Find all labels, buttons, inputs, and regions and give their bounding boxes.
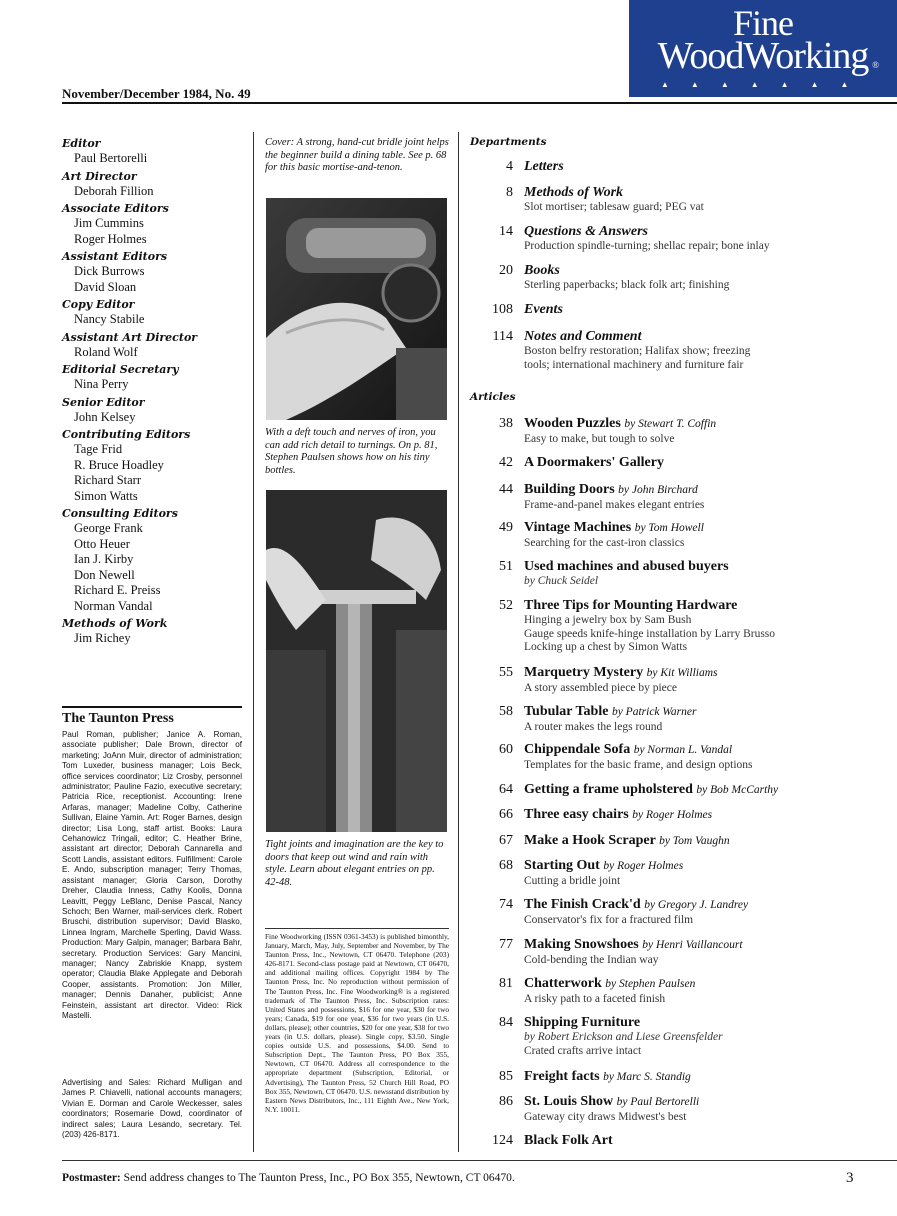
entry-page-number: 64 — [499, 782, 513, 797]
article-entry — [470, 519, 890, 551]
article-entry — [470, 481, 890, 513]
staff-role: Consulting Editors — [62, 507, 178, 520]
article-entry — [470, 806, 890, 824]
postmaster-label: Postmaster: — [62, 1172, 121, 1184]
article-entry — [470, 415, 890, 447]
department-entry — [470, 328, 890, 372]
entry-title: Events — [524, 302, 563, 317]
staff-name: Jim Richey — [74, 631, 131, 645]
entry-author: by Paul Bertorelli — [616, 1096, 700, 1108]
door-photo — [266, 490, 447, 832]
entry-title: Shipping Furniture — [524, 1015, 641, 1030]
issue-dateline: November/December 1984, No. 49 — [62, 86, 251, 101]
staff-name: Roger Holmes — [74, 231, 147, 246]
staff-name: David Sloan — [74, 279, 137, 294]
entry-title: Methods of Work — [524, 185, 624, 200]
postmaster-note — [62, 1172, 515, 1184]
staff-name: R. Bruce Hoadley — [74, 457, 164, 472]
article-entry — [470, 741, 890, 773]
entry-page-number: 20 — [499, 263, 513, 278]
press-rule — [62, 706, 242, 708]
entry-page-number: 77 — [499, 937, 513, 952]
registered-mark: ® — [872, 60, 879, 70]
entry-title: Black Folk Art — [524, 1133, 613, 1148]
staff-name: Nancy Stabile — [74, 312, 145, 326]
article-entry — [470, 896, 890, 928]
entry-subtitle: Frame-and-panel makes elegant entries — [524, 499, 705, 511]
turning-caption: With a deft touch and nerves of iron, you can add rich detail to turnings. On p. 81, Stephen Paulsen shows how on his tiny bottles. — [265, 427, 438, 476]
entry-subtitle: Easy to make, but tough to solve — [524, 433, 675, 445]
staff-role: Copy Editor — [62, 298, 135, 311]
article-entry — [470, 664, 890, 696]
entry-page-number: 67 — [499, 833, 513, 848]
department-entry — [470, 223, 890, 254]
entry-author: by Kit Williams — [646, 667, 718, 679]
entry-subtitle: Sterling paperbacks; black folk art; finishing — [524, 279, 730, 291]
entry-title: Make a Hook Scraper — [524, 833, 656, 848]
entry-title: Freight facts — [524, 1069, 600, 1084]
postmaster-text: Send address changes to The Taunton Press, Inc., PO Box 355, Newtown, CT 06470. — [120, 1172, 515, 1184]
entry-title: Questions & Answers — [524, 224, 648, 239]
entry-author: by Stewart T. Coffin — [624, 418, 717, 430]
staff-name: Roland Wolf — [74, 344, 138, 359]
articles-heading: Articles — [470, 391, 516, 403]
entry-page-number: 8 — [506, 185, 513, 200]
entry-subtitle: Conservator's fix for a fractured film — [524, 914, 694, 926]
article-entry — [470, 832, 890, 850]
entry-author: by Gregory J. Landrey — [644, 899, 749, 911]
article-entry — [470, 558, 890, 589]
entry-subtitle: Production spindle-turning; shellac repair; bone inlay — [524, 240, 770, 252]
staff-name: Richard E. Preiss — [74, 583, 161, 597]
entry-author: by John Birchard — [618, 484, 698, 496]
staff-role: Methods of Work — [62, 617, 168, 630]
article-entry — [470, 975, 890, 1007]
staff-name: Ian J. Kirby — [74, 552, 134, 566]
staff-list — [62, 134, 242, 647]
entry-title: Books — [524, 263, 560, 278]
entry-subtitle: A story assembled piece by piece — [524, 682, 677, 694]
entry-author: by Tom Howell — [634, 522, 704, 534]
entry-author: by Roger Holmes — [632, 809, 713, 821]
entry-title: Wooden Puzzles — [524, 416, 621, 431]
entry-page-number: 52 — [499, 598, 513, 613]
entry-title: Tubular Table — [524, 704, 609, 719]
entry-page-number: 108 — [492, 302, 513, 317]
staff-name: Tage Frid — [74, 442, 123, 456]
entry-title: Chippendale Sofa — [524, 742, 631, 757]
entry-title: St. Louis Show — [524, 1094, 614, 1109]
staff-name: Otto Heuer — [74, 536, 130, 551]
entry-page-number: 58 — [499, 704, 513, 719]
article-entry — [470, 781, 890, 799]
entry-page-number: 14 — [499, 224, 513, 239]
department-entry — [470, 262, 890, 293]
entry-subtitle: Cutting a bridle joint — [524, 875, 621, 887]
staff-role: Contributing Editors — [62, 428, 191, 441]
staff-name: Simon Watts — [74, 488, 138, 503]
entry-title: Getting a frame upholstered — [524, 782, 693, 797]
entry-author: by Henri Vaillancourt — [642, 939, 743, 951]
staff-name: Richard Starr — [74, 473, 141, 487]
entry-subtitle: Boston belfry restoration; Halifax show; freezing — [524, 345, 751, 357]
article-entry — [470, 1093, 890, 1125]
entry-subtitle: Gauge speeds knife-hinge installation by Larry Brusso — [524, 627, 776, 640]
department-entry — [470, 301, 890, 318]
entry-page-number: 86 — [499, 1094, 513, 1109]
press-staff-text: Paul Roman, publisher; Janice A. Roman, associate publisher; Dale Brown, director of marketing; JoAnn Muir, director of administration; Tom Luxeder, business manager; Lois Beck, office services coordinator; Liz Crosby, personnel administrator; Pauline Fazio, executive secretary; Patricia Rice, receptionist. Accounting: Irene Arfaras, manager; Madeline Colby, Catherine Sullivan, Elaine Yamin. Art: Roger Barnes, design director; Lisa Long, staff artist. Books: Laura Cehanowicz Tringali, editor; C. Heather Brine, assistant art director; Deborah Cannarella and Scott Landis, assistant editors. Fulfillment: Carole E. Ando, subscription manager; Terry Thomas, assistant manager; Gloria Carson, Dorothy Dreher, Claudia Inness, Cathy Koolis, Donna Leavitt, Peggy LeBlanc, Denise Pascal, Nancy Schoch; Ben Warner, mail-services clerk. Robert Bruschi, distribution supervisor; David Blasko, Linnea Ingram, Marchelle Sperling, David Wass. Production: Mary Galpin, manager; Barbara Bahr, secretary. Production Services: Gary Mancini, manager; Nancy Zabriskie Knapp, system operator; Claudia Blake Applegate and Deborah Cooper, assistants. Promotion: Jon Miller, manager; Dennis Danaher, publicist; Anne Feinstein, assistant art director. Video: Rick Mastelli. — [62, 730, 242, 1020]
entry-author: by Marc S. Standig — [603, 1071, 691, 1083]
department-entry — [470, 184, 890, 215]
entry-subtitle: Locking up a chest by Simon Watts — [524, 641, 688, 653]
departments-heading: Departments — [470, 136, 547, 148]
entry-subtitle: Searching for the cast-iron classics — [524, 537, 685, 549]
entry-title: Making Snowshoes — [524, 937, 639, 952]
entry-subtitle: Crated crafts arrive intact — [524, 1044, 642, 1057]
entry-title: A Doormakers' Gallery — [524, 455, 664, 470]
entry-title: Marquetry Mystery — [524, 665, 644, 680]
entry-subtitle: by Chuck Seidel — [524, 575, 599, 587]
door-caption: Tight joints and imagination are the key to doors that keep out wind and rain with style. Learn about elegant entries on pp. 42-48. — [265, 839, 444, 888]
entry-author: by Tom Vaughn — [659, 835, 730, 847]
entry-subtitle: Gateway city draws Midwest's best — [524, 1111, 687, 1123]
entry-page-number: 66 — [499, 807, 513, 822]
entry-author: by Norman L. Vandal — [633, 744, 733, 756]
entry-subtitle: tools; international machinery and furniture fair — [524, 358, 744, 371]
staff-name: George Frank — [74, 521, 143, 535]
masthead-logo — [629, 0, 897, 97]
entry-page-number: 55 — [499, 665, 513, 680]
entry-title: Vintage Machines — [524, 520, 632, 535]
staff-name: Don Newell — [74, 567, 135, 582]
entry-title: Building Doors — [524, 482, 615, 497]
entry-title: Chatterwork — [524, 976, 602, 991]
top-rule — [62, 102, 897, 104]
entry-page-number: 81 — [499, 976, 513, 991]
page-number: 3 — [846, 1170, 854, 1186]
entry-page-number: 51 — [499, 559, 513, 574]
entry-page-number: 4 — [506, 159, 513, 174]
entry-title: Starting Out — [524, 858, 600, 873]
entry-title: Three easy chairs — [524, 807, 629, 822]
staff-role: Editorial Secretary — [62, 363, 179, 376]
entry-page-number: 44 — [499, 482, 513, 497]
article-entry — [470, 597, 890, 655]
entry-subtitle: Hinging a jewelry box by Sam Bush — [524, 614, 692, 626]
staff-name: Dick Burrows — [74, 264, 145, 278]
staff-name: Norman Vandal — [74, 598, 153, 613]
article-entry — [470, 1132, 890, 1149]
column-rule-left — [253, 132, 254, 1152]
logo-triangles: ▲▲▲▲▲▲▲ — [661, 80, 871, 89]
entry-page-number: 124 — [492, 1133, 513, 1148]
advertising-text: Advertising and Sales: Richard Mulligan and James P. Chiavelli, national accounts managers; Vivian E. Dorman and Carole Weckesser, sales coordinators; Rosemarie Dowd, coordinator of indirect sales; Laura Lesando, secretary. Tel. (203) 426-8171. — [62, 1078, 242, 1140]
article-entry — [470, 1068, 890, 1086]
press-title: The Taunton Press — [62, 711, 174, 726]
article-entry — [470, 936, 890, 968]
staff-role: Assistant Editors — [62, 250, 168, 263]
entry-author: by Stephen Paulsen — [605, 978, 696, 990]
logo-fine: Fine — [732, 3, 793, 43]
staff-role: Senior Editor — [62, 395, 145, 409]
entry-page-number: 38 — [499, 416, 513, 431]
entry-page-number: 74 — [499, 897, 513, 912]
bottom-rule — [62, 1160, 897, 1161]
entry-title: Letters — [524, 159, 564, 174]
entry-subtitle: Slot mortiser; tablesaw guard; PEG vat — [524, 201, 704, 213]
entry-subtitle: A risky path to a faceted finish — [524, 993, 666, 1005]
staff-role: Editor — [62, 137, 101, 150]
staff-name: Deborah Fillion — [74, 183, 154, 198]
staff-name: Jim Cummins — [74, 216, 144, 230]
column-rule-right — [458, 132, 459, 1152]
article-entry — [470, 857, 890, 889]
department-entry — [470, 158, 890, 175]
cover-caption: Cover: A strong, hand-cut bridle joint helps the beginner build a dining table. See p. 68 for this basic mortise-and-tenon. — [265, 137, 449, 173]
entry-title: Notes and Comment — [524, 329, 642, 344]
publication-info: Fine Woodworking (ISSN 0361-3453) is published bimonthly, January, March, May, July, September and November, by The Taunton Press, Inc., Newtown, CT 06470. Telephone (203) 426-8171. Second-class postage paid at Newtown, CT 06470, and additional mailing offices. Copyright 1984 by The Taunton Press, Inc. No reproduction without permission of The Taunton Press, Inc. Fine Woodworking® is a registered trademark of The Taunton Press, Inc. Subscription rates: United States and possessions, $16 for one year, $30 for two years; Canada, $19 for one year, $36 for two years (in U.S. dollars, please); other countries, $20 for one year, $38 for two years (in U.S. dollars, please). Single copy, $3.50. Single copies outside U.S. and possessions, $4.00. Send to Subscription Dept., The Taunton Press, PO Box 355, Newtown, CT 06470. Address all correspondence to the appropriate department (Subscription, Editorial, or Advertising), The Taunton Press, 52 Church Hill Road, PO Box 355, Newtown, CT 06470. U.S. newsstand distribution by Eastern News Distributors, Inc., 111 Eighth Ave., New York, N.Y. 10011. — [265, 932, 449, 1114]
entry-subtitle: Cold-bending the Indian way — [524, 954, 659, 966]
pubinfo-rule — [265, 928, 449, 929]
article-entry — [470, 454, 890, 471]
staff-role: Associate Editors — [62, 202, 169, 215]
entry-author: by Bob McCarthy — [696, 784, 779, 796]
entry-page-number: 42 — [499, 455, 513, 470]
entry-page-number: 68 — [499, 858, 513, 873]
staff-name: Nina Perry — [74, 377, 129, 391]
staff-role: Art Director — [62, 169, 137, 183]
article-entry — [470, 703, 890, 735]
entry-subtitle: A router makes the legs round — [524, 721, 663, 733]
entry-subtitle: Templates for the basic frame, and design options — [524, 759, 753, 771]
entry-title: The Finish Crack'd — [524, 897, 641, 912]
turning-photo — [266, 198, 447, 420]
entry-author: by Patrick Warner — [611, 706, 697, 718]
entry-title: Three Tips for Mounting Hardware — [524, 598, 738, 613]
staff-name: Paul Bertorelli — [74, 151, 148, 165]
entry-subtitle: by Robert Erickson and Liese Greensfelder — [524, 1031, 723, 1043]
staff-name: John Kelsey — [74, 409, 136, 424]
staff-role: Assistant Art Director — [62, 330, 198, 344]
entry-page-number: 84 — [499, 1015, 513, 1030]
entry-page-number: 85 — [499, 1069, 513, 1084]
article-entry — [470, 1014, 890, 1058]
entry-page-number: 114 — [492, 329, 513, 344]
entry-page-number: 60 — [499, 742, 513, 757]
entry-title: Used machines and abused buyers — [524, 559, 729, 574]
entry-page-number: 49 — [499, 520, 513, 535]
logo-woodworking: WoodWorking — [657, 35, 869, 77]
entry-author: by Roger Holmes — [603, 860, 684, 872]
